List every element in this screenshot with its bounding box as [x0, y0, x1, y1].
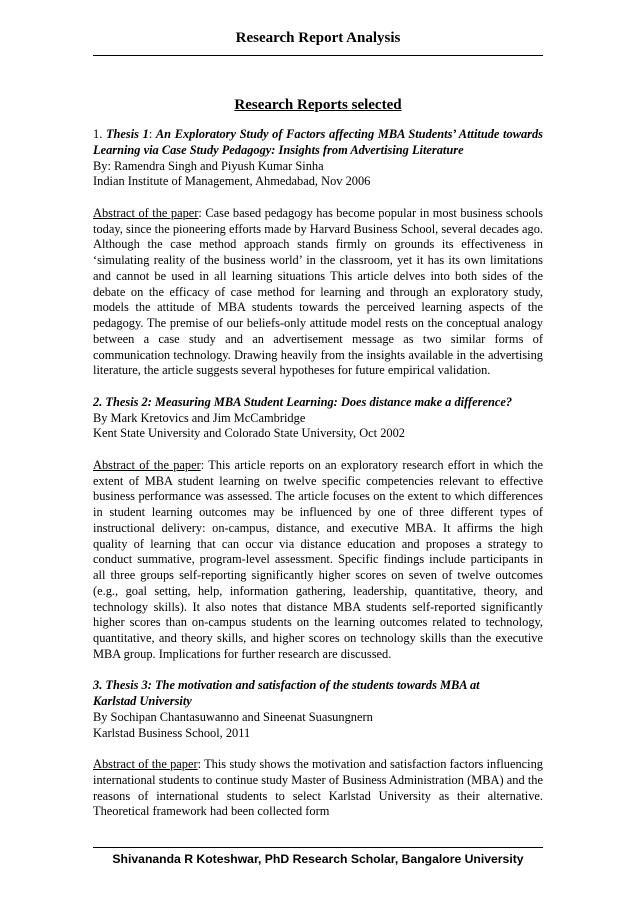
thesis-1-heading: 1. Thesis 1: An Exploratory Study of Factors affecting MBA Students’ Attitude towards Learning via Case Study Pedagogy: Insights from Advertising Literature [93, 127, 543, 157]
thesis-3-label: Thesis 3 [105, 678, 148, 693]
footer-rule [93, 847, 543, 848]
thesis-3-title-line2: Karlstad University [93, 694, 192, 708]
thesis-3-heading-cont [93, 694, 543, 710]
thesis-2-title: Measuring MBA Student Learning: Does distance make a difference? [154, 394, 513, 409]
thesis-2-abstract-label: Abstract of the paper [93, 457, 201, 472]
thesis-3-heading: 3. Thesis 3: The motivation and satisfaction of the students towards MBA at [93, 678, 480, 693]
thesis-2-heading: 2. Thesis 2: Measuring MBA Student Learning: Does distance make a difference? [93, 394, 513, 409]
section-title: Research Reports selected [234, 97, 402, 113]
thesis-1-title: An Exploratory Study of Factors affecting MBA Students’ Attitude towards Learning via Case Study Pedagogy: Insights from Advertising Literature [93, 127, 543, 157]
thesis-1-number: 1. [93, 127, 103, 141]
thesis-1-label: Thesis 1 [105, 127, 149, 141]
thesis-1-abstract-label: Abstract of the paper [93, 205, 199, 220]
header-rule [93, 55, 543, 56]
document-body [93, 96, 543, 820]
thesis-1-institution: Indian Institute of Management, Ahmedabad, Nov 2006 [93, 174, 371, 189]
thesis-3-institution: Karlstad Business School, 2011 [93, 725, 251, 740]
thesis-1-abstract: Abstract of the paper: Case based pedagogy has become popular in most business schools today, since the pioneering efforts made by Harvard Business School, several decades ago. Although the case method approach stands firmly on grounds its effectiveness in ‘simulating reality of the business world’ in the classroom, yet it has its own limitations and cannot be used in all learning situations This article delves into both sides of the debate on the efficacy of case method for learning and through an exploratory study, models the attitude of MBA students towards the perceived learning aspects of the pedagogy. The premise of our beliefs-only attitude model rests on the conceptual analogy between a case study and an advertisement message as two similar forms of communication technology. Drawing heavily from the insights available in the advertising literature, the article suggests several hypotheses for future empirical validation. [93, 205, 543, 378]
thesis-3-title-line1: The motivation and satisfaction of the students towards MBA at [154, 678, 480, 693]
thesis-3 [93, 678, 543, 820]
thesis-1-authors: By: Ramendra Singh and Piyush Kumar Sinha [93, 158, 324, 173]
thesis-2-authors: By Mark Kretovics and Jim McCambridge [93, 410, 306, 425]
thesis-3-authors: By Sochipan Chantasuwanno and Sineenat Suasungnern [93, 709, 373, 724]
thesis-2-number: 2. [93, 394, 103, 409]
thesis-1-abstract-text: Case based pedagogy has become popular in most business schools today, since the pioneering efforts made by Harvard Business School, several decades ago. Although the case method approach stands firmly on grounds its effectiveness in ‘simulating reality of the business world’ in the classroom, yet it has its own limitations and cannot be used in all learning situations This article delves into both sides of the debate on the efficacy of case method for learning and through an exploratory study, models the attitude of MBA students towards the perceived learning aspects of the pedagogy. The premise of our beliefs-only attitude model rests on the conceptual analogy between a case study and an advertisement message as two similar forms of communication technology. Drawing heavily from the insights available in the advertising literature, the article suggests several hypotheses for future empirical validation. [93, 205, 543, 378]
thesis-1 [93, 127, 543, 379]
thesis-2-abstract: Abstract of the paper: This article reports on an exploratory research effort in which the extent of MBA student learning on twelve specific competencies relevant to effective business performance was assessed. The article focuses on the extent to which differences in student learning outcomes may be influenced by one of three different types of instructional delivery: on-campus, distance, and executive MBA. It affirms the high quality of learning that can occur via distance education and proposes a strategy to conduct summative, program-level assessment. Specific findings include participants in all three groups self-reporting significantly higher scores on seven of twelve outcomes (e.g., goal setting, help, information gathering, leadership, quantitative, theory, and technology skills). It also notes that distance MBA students self-reported significantly higher scores than on-campus students on the learning outcomes related to technology, quantitative, and theory skills, and higher scores on technology skills than the executive MBA group. Implications for further research are discussed. [93, 457, 543, 661]
thesis-2 [93, 395, 543, 663]
thesis-2-label: Thesis 2 [105, 394, 148, 409]
running-footer: Shivananda R Koteshwar, PhD Research Scholar, Bangalore University [112, 852, 524, 866]
thesis-3-abstract-text: This study shows the motivation and satisfaction factors influencing international students to continue study Master of Business Administration (MBA) and the reasons of international students to select Karlstad University as their alternative. Theoretical framework had been collected form [93, 757, 543, 819]
thesis-2-abstract-text: This article reports on an exploratory research effort in which the extent of MBA student learning on twelve specific competencies relevant to effective business performance was assessed. The article focuses on the extent to which differences in student learning outcomes may be influenced by one of three different types of instructional delivery: on-campus, distance, and executive MBA. It affirms the high quality of learning that can occur via distance education and proposes a strategy to conduct summative, program-level assessment. Specific findings include participants in all three groups self-reporting significantly higher scores on seven of twelve outcomes (e.g., goal setting, help, information gathering, leadership, quantitative, theory, and technology skills). It also notes that distance MBA students self-reported significantly higher scores than on-campus students on the learning outcomes related to technology, quantitative, and theory skills, and higher scores on technology skills than the executive MBA group. Implications for further research are discussed. [93, 457, 543, 661]
thesis-3-abstract-label: Abstract of the paper [93, 757, 198, 771]
thesis-3-number: 3. [93, 678, 103, 693]
thesis-3-abstract: Abstract of the paper: This study shows the motivation and satisfaction factors influencing international students to continue study Master of Business Administration (MBA) and the reasons of international students to select Karlstad University as their alternative. Theoretical framework had been collected form [93, 757, 543, 819]
running-header: Research Report Analysis [235, 30, 401, 46]
thesis-2-institution: Kent State University and Colorado State University, Oct 2002 [93, 426, 406, 441]
